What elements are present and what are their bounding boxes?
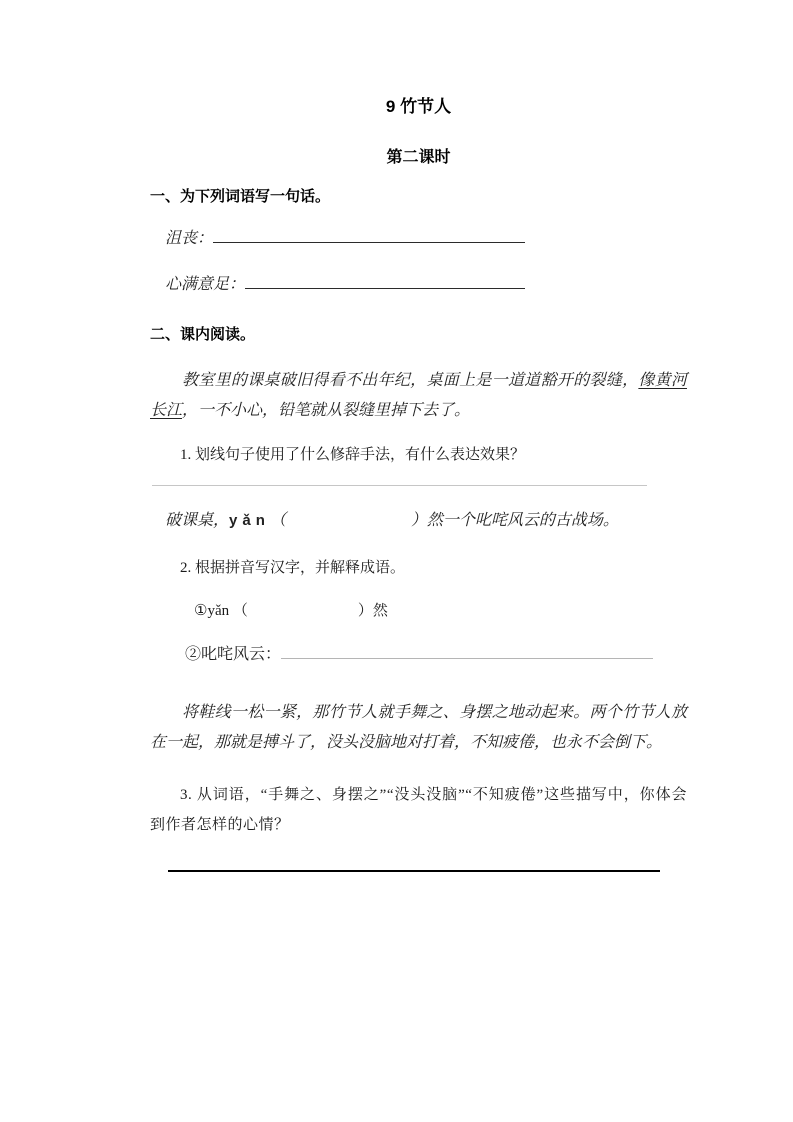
sub-item-two	[185, 644, 687, 666]
fill-after: 然一个叱咤风云的古战场。	[426, 512, 619, 529]
section-one-heading: 一、为下列词语写一句话。	[150, 188, 331, 205]
word-label-jusang: 沮丧：	[165, 230, 214, 247]
word-label-xinmanyizu: 心满意足：	[165, 276, 246, 293]
paren-open: （	[269, 512, 286, 529]
fill-in-sentence	[165, 506, 687, 536]
item-one-suffix: 然	[372, 603, 388, 619]
passage-one-after: ，一不小心，铅笔就从裂缝里掉下去了。	[182, 402, 471, 419]
paren-answer-blank	[248, 605, 358, 615]
lesson-title: 9 竹节人	[385, 97, 452, 116]
answer-line-question-one	[152, 485, 647, 486]
question-two: 2. 根据拼音写汉字，并解释成语。	[180, 560, 406, 576]
word-blank-row	[165, 274, 687, 296]
paren-close: ）	[357, 603, 373, 619]
lesson-subtitle: 第二课时	[386, 149, 451, 166]
item-two-marker: ②	[185, 646, 202, 663]
word-blank-row	[165, 228, 687, 250]
pinyin-yan: yǎn	[229, 512, 270, 529]
passage-one-underlined-phrase: 像黄河长江	[150, 372, 687, 419]
question-one: 1. 划线句子使用了什么修辞手法，有什么表达效果？	[180, 447, 526, 463]
item-one-marker: ①	[194, 603, 208, 619]
answer-blank-line	[213, 229, 525, 243]
section-two-heading: 二、课内阅读。	[150, 326, 256, 343]
answer-line-question-three	[168, 870, 660, 872]
fill-before: 破课桌，	[165, 512, 230, 529]
sub-item-one	[194, 600, 687, 622]
paren-answer-blank	[286, 515, 411, 525]
paren-close: ）	[410, 512, 427, 529]
passage-one-before: 教室里的课桌破旧得看不出年纪，桌面上是一道道豁开的裂缝，	[182, 372, 639, 389]
item-two-label: 叱咤风云：	[201, 646, 282, 663]
reading-passage-two: 将鞋线一松一紧，那竹节人就手舞之、身摆之地动起来。两个竹节人放在一起，那就是搏斗了，没头没脑地对打着，不知疲倦，也永不会倒下。	[150, 704, 687, 751]
item-one-pinyin: yǎn	[207, 603, 230, 619]
paren-open: （	[232, 603, 248, 619]
reading-passage-one	[150, 366, 687, 426]
question-three: 3. 从词语，“手舞之、身摆之”“没头没脑”“不知疲倦”这些描写中，你体会到作者怎样的心情？	[150, 787, 687, 833]
answer-blank-line	[245, 275, 525, 289]
answer-blank-line	[281, 645, 653, 659]
